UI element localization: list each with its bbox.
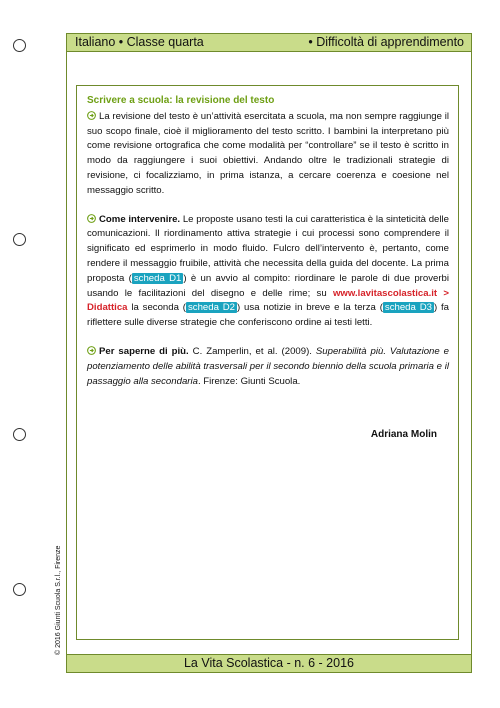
how-to-text-1: Le proposte usano testi la cui caratteristica è la sinteticità delle comunicazioni. Il riordinamento attiva strategie i cui processi sono comprendere il significato ed esprimerlo in modo fluido. Fulcro dell’intervento è, pertanto, come rendere il messaggio fruibile, attività che necessita della guida del docente. La prima proposta ( bbox=[87, 213, 449, 284]
content-box bbox=[76, 85, 459, 640]
how-to-text-4: ) usa notizie in breve e la terza ( bbox=[237, 302, 383, 314]
scheda-d2-badge: scheda D2 bbox=[187, 302, 236, 314]
binder-hole-4 bbox=[13, 583, 26, 596]
paragraph-how-to bbox=[87, 213, 449, 331]
scheda-d1-badge: scheda D1 bbox=[133, 272, 182, 284]
page-header bbox=[66, 33, 472, 52]
header-subject: Italiano • Classe quarta bbox=[75, 35, 204, 49]
how-to-text-2: ) è un avvio al compito: riordinare le parole di due proverbi usando le facilitazioni del disegno e delle rime; su bbox=[87, 272, 450, 299]
page-footer: La Vita Scolastica - n. 6 - 2016 bbox=[66, 654, 472, 673]
author-name: Adriana Molin bbox=[370, 429, 437, 440]
references-text-2: . Firenze: Giunti Scuola. bbox=[197, 375, 301, 387]
article-body bbox=[87, 94, 450, 440]
binder-hole-2 bbox=[13, 233, 26, 246]
paragraph-intro bbox=[87, 110, 449, 199]
scheda-d3-badge: scheda D3 bbox=[384, 302, 432, 314]
how-to-text-5: ) fa riflettere sulle diverse strategie che conferiscono ordine ai testi letti. bbox=[87, 302, 450, 329]
references-text-1: C. Zamperlin, et al. (2009). bbox=[188, 345, 316, 357]
book-title: Superabilità più. Valutazione e potenziamento delle abilità trasversali per il secondo biennio della scuola primaria e il passaggio alla secondaria bbox=[87, 345, 450, 387]
arrow-bullet-icon bbox=[87, 346, 96, 355]
arrow-bullet-icon bbox=[87, 111, 96, 120]
binder-hole-1 bbox=[13, 39, 26, 52]
references-lead: Per saperne di più. bbox=[99, 345, 189, 357]
binder-hole-3 bbox=[13, 428, 26, 441]
how-to-text-3: la seconda ( bbox=[127, 302, 186, 314]
paragraph-references bbox=[87, 345, 449, 389]
how-to-lead: Come intervenire. bbox=[99, 213, 181, 225]
section-title: Scrivere a scuola: la revisione del testo bbox=[87, 95, 275, 106]
didattica-link[interactable]: www.lavitascolastica.it > Didattica bbox=[87, 287, 449, 314]
header-topic: • Difficoltà di apprendimento bbox=[308, 35, 464, 49]
copyright-note: © 2016 Giunti Scuola S.r.l., Firenze bbox=[55, 545, 62, 655]
arrow-bullet-icon bbox=[87, 214, 96, 223]
intro-text: La revisione del testo è un’attività esercitata a scuola, ma non sempre raggiunge il suo scopo finale, cioè il miglioramento del testo scritto. I bambini la interpretano più come revisione ortografica che come modalità per “controllare” se il testo è scritto in modo da raggiungere i suoi obiettivi. Andando oltre le tradizionali strategie di revisione, ci focalizziamo, in prima istanza, a cercare coerenza e coesione nel messaggio scritto. bbox=[87, 110, 449, 196]
